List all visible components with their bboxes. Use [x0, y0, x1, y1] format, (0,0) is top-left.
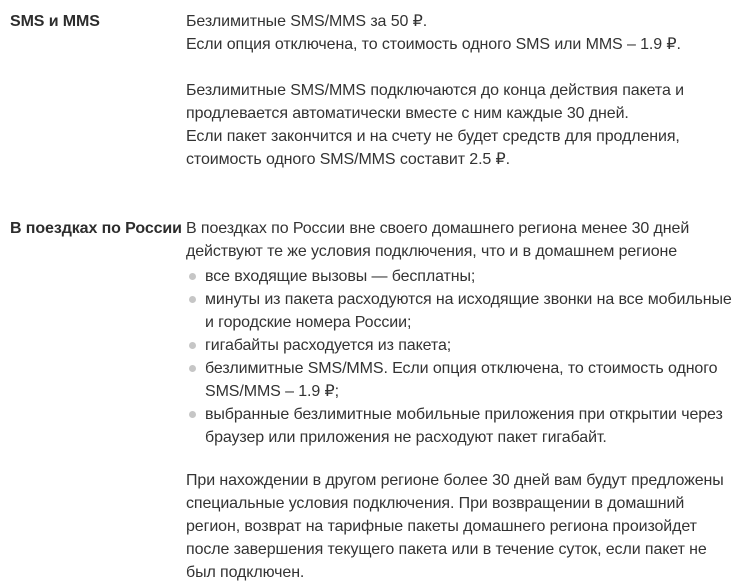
- travel-conditions-list: [186, 265, 732, 449]
- list-item-incoming-calls: все входящие вызовы — бесплатны;: [186, 265, 732, 288]
- list-item-gigabytes-usage: гигабайты расходуется из пакета;: [186, 334, 732, 357]
- text-line-sms-disabled-price: Если опция отключена, то стоимость одного SMS или MMS – 1.9 ₽.: [186, 36, 681, 53]
- text-line-sms-out-of-package: Если пакет закончится и на счету не будет средств для продления, стоимость одного SMS/MMS составит 2.5 ₽.: [186, 128, 680, 168]
- section-label-column: [10, 217, 186, 240]
- section-label-column: [10, 10, 186, 33]
- section-heading-travel-russia: В поездках по России: [10, 220, 182, 237]
- section-content-column: [186, 217, 732, 584]
- section-content-column: [186, 10, 732, 171]
- sms-renewal-paragraph: [186, 79, 732, 171]
- travel-outro-paragraph: При нахождении в другом регионе более 30 дней вам будут предложены специальные условия подключения. При возвращении в домашний регион, возврат на тарифные пакеты домашнего региона произойдет после завершения текущего пакета или в течение суток, если пакет не был подключен.: [186, 472, 724, 581]
- section-sms-mms: [10, 10, 735, 171]
- list-item-unlimited-apps: выбранные безлимитные мобильные приложения при открытии через браузер или приложения не расходуют пакет гигабайт.: [186, 403, 732, 449]
- section-heading-sms-mms: SMS и MMS: [10, 13, 100, 30]
- list-item-minutes-usage: минуты из пакета расходуются на исходящие звонки на все мобильные и городские номера России;: [186, 288, 732, 334]
- travel-intro-paragraph: В поездках по России вне своего домашнего региона менее 30 дней действуют те же условия подключения, что и в домашнем регионе: [186, 220, 690, 260]
- list-item-unlimited-sms: безлимитные SMS/MMS. Если опция отключена, то стоимость одного SMS/MMS – 1.9 ₽;: [186, 357, 732, 403]
- section-travel-russia: [10, 217, 735, 584]
- text-line-sms-renewal: Безлимитные SMS/MMS подключаются до конца действия пакета и продлевается автоматически вместе с ним каждые 30 дней.: [186, 82, 684, 122]
- sms-pricing-paragraph: [186, 10, 732, 56]
- text-line-sms-price: Безлимитные SMS/MMS за 50 ₽.: [186, 13, 428, 30]
